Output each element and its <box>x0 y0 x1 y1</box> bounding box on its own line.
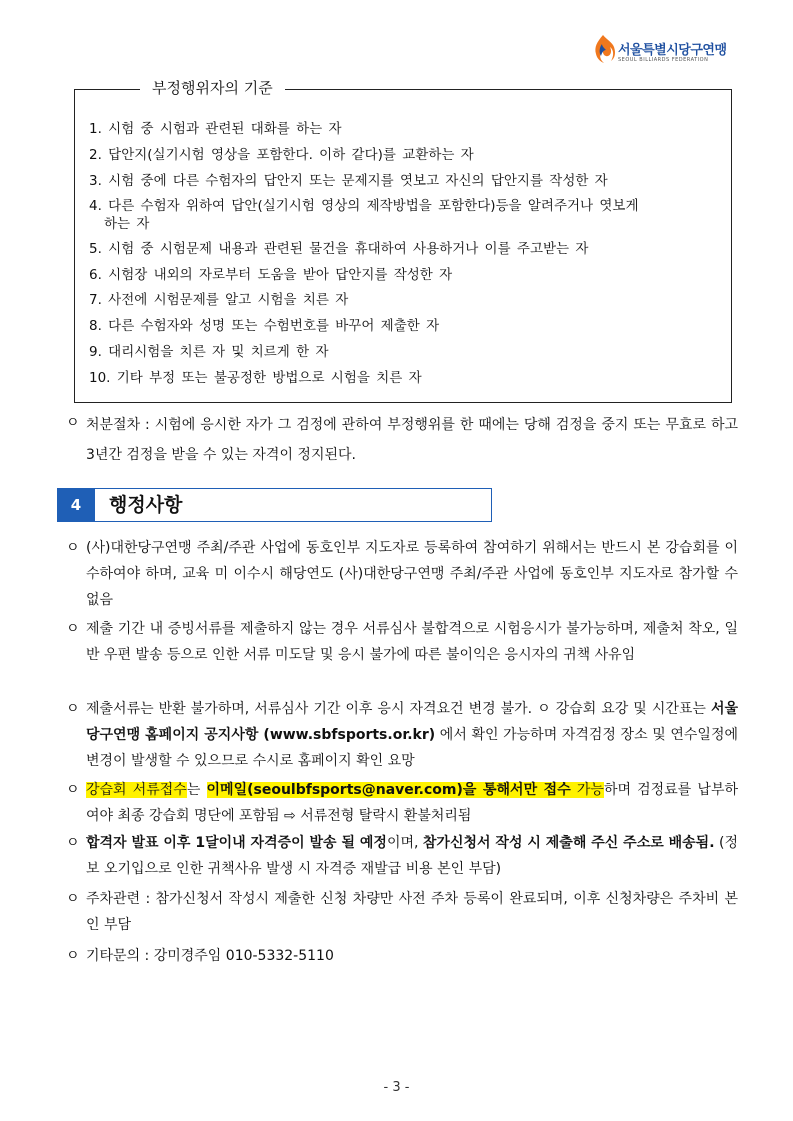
admin-item-7 <box>62 943 738 969</box>
bullet: ㅇ <box>66 621 80 637</box>
item-text: 주차관련 : 참가신청서 작성시 제출한 신청 차량만 사전 주차 등록이 완료되며, 이후 신청차량은 주차비 본인 부담 <box>86 891 738 933</box>
penalty-paragraph <box>62 410 738 470</box>
federation-logo <box>590 34 740 66</box>
bullet: ㅇ <box>66 891 80 907</box>
criteria-item: 5. 시험 중 시험문제 내용과 관련된 물건을 휴대하여 사용하거나 이를 주고받는 자 <box>89 240 589 257</box>
criteria-item: 10. 기타 부정 또는 불공정한 방법으로 시험을 치른 자 <box>89 369 422 386</box>
admin-item-6 <box>62 886 738 938</box>
criteria-item: 9. 대리시험을 치른 자 및 치르게 한 자 <box>89 344 329 361</box>
homepage-notice: 서울당구연맹 홈페이지 공지사항 (www.sbfsports.or.kr) <box>86 701 738 743</box>
item-text: 제출서류는 반환 불가하며, 서류심사 기간 이후 응시 자격요건 변경 불가. ㅇ 강습회 요강 및 시간표는 서울당구연맹 홈페이지 공지사항 (www.sbfsports.or.kr) 에서 확인 가능하며 자격검정 장소 및 연수일정에 변경이 발생할 수 있으므로 수시로 홈페이지 확인 요망 <box>86 701 738 769</box>
bullet: ㅇ <box>66 415 80 431</box>
criteria-item: 7. 사전에 시험문제를 알고 시험을 치른 자 <box>89 292 349 309</box>
criteria-item: 1. 시험 중 시험과 관련된 대화를 하는 자 <box>89 121 342 137</box>
page-number: - 3 - <box>383 1080 410 1095</box>
section-header <box>57 488 493 522</box>
criteria-item: 2. 답안지(실기시험 영상을 포함한다. 이하 같다)를 교환하는 자 <box>89 146 474 163</box>
bullet: ㅇ <box>66 782 80 798</box>
criteria-item: 6. 시험장 내외의 자로부터 도움을 받아 답안지를 작성한 자 <box>89 266 453 283</box>
item-text: 합격자 발표 이후 1달이내 자격증이 발송 될 예정이며, 참가신청서 작성 시 제출해 주신 주소로 배송됨. (정보 오기입으로 인한 귀책사유 발생 시 자격증 재발급 비용 본인 부담) <box>86 835 738 877</box>
penalty-text: 처분절차 : 시험에 응시한 자가 그 검정에 관하여 부정행위를 한 때에는 당해 검정을 중지 또는 무효로 하고 3년간 검정을 받을 수 있는 자격이 정지된다. <box>86 417 738 463</box>
item-text: 강습회 서류접수는 이메일(seoulbfsports@naver.com)을 통해서만 접수 가능하며 검정료를 납부하여야 최종 강습회 명단에 포함됨 ⇨ 서류전형 탈락시 환불처리됨 <box>86 782 738 824</box>
bullet: ㅇ <box>66 701 80 717</box>
criteria-list <box>89 120 719 395</box>
box-title: 부정행위자의 기준 <box>140 77 285 98</box>
admin-item-4 <box>62 777 738 829</box>
bullet: ㅇ <box>66 948 80 964</box>
logo-name: 서울특별시당구연맹 <box>618 43 727 58</box>
criteria-item: 4. 다른 수험자 위하여 답안(실기시험 영상의 제작방법을 포함한다)등을 알려주거나 엿보게 하는 자 <box>89 198 639 233</box>
section-title: 행정사항 <box>109 494 183 516</box>
criteria-item: 3. 시험 중에 다른 수험자의 답안지 또는 문제지를 엿보고 자신의 답안지를 작성한 자 <box>89 172 608 189</box>
bullet: ㅇ <box>66 540 80 556</box>
email-instruction: 이메일(seoulbfsports@naver.com)을 통해서만 접수 <box>206 782 571 798</box>
admin-item-3 <box>62 696 738 774</box>
logo-subtitle: SEOUL BILLIARDS FEDERATION <box>618 57 709 63</box>
section-number: 4 <box>57 488 95 522</box>
bullet: ㅇ <box>66 835 80 851</box>
item-text: (사)대한당구연맹 주최/주관 사업에 동호인부 지도자로 등록하여 참여하기 위해서는 반드시 본 강습회를 이수하여야 하며, 교육 미 이수시 해당연도 (사)대한당구연맹 주최/주관 사업에 동호인부 지도자로 참가할 수 없음 <box>86 540 738 608</box>
item-text: 기타문의 : 강미경주임 010-5332-5110 <box>86 948 334 964</box>
flame-logo-icon <box>590 34 616 64</box>
admin-item-1 <box>62 535 738 613</box>
criteria-item: 8. 다른 수험자와 성명 또는 수험번호를 바꾸어 제출한 자 <box>89 318 440 335</box>
admin-item-5 <box>62 830 738 882</box>
admin-item-2 <box>62 616 738 668</box>
misconduct-criteria-box <box>74 89 732 403</box>
item-text: 제출 기간 내 증빙서류를 제출하지 않는 경우 서류심사 불합격으로 시험응시가 불가능하며, 제출처 착오, 일반 우편 발송 등으로 인한 서류 미도달 및 응시 불가에 따른 불이익은 응시자의 귀책 사유임 <box>86 621 738 663</box>
